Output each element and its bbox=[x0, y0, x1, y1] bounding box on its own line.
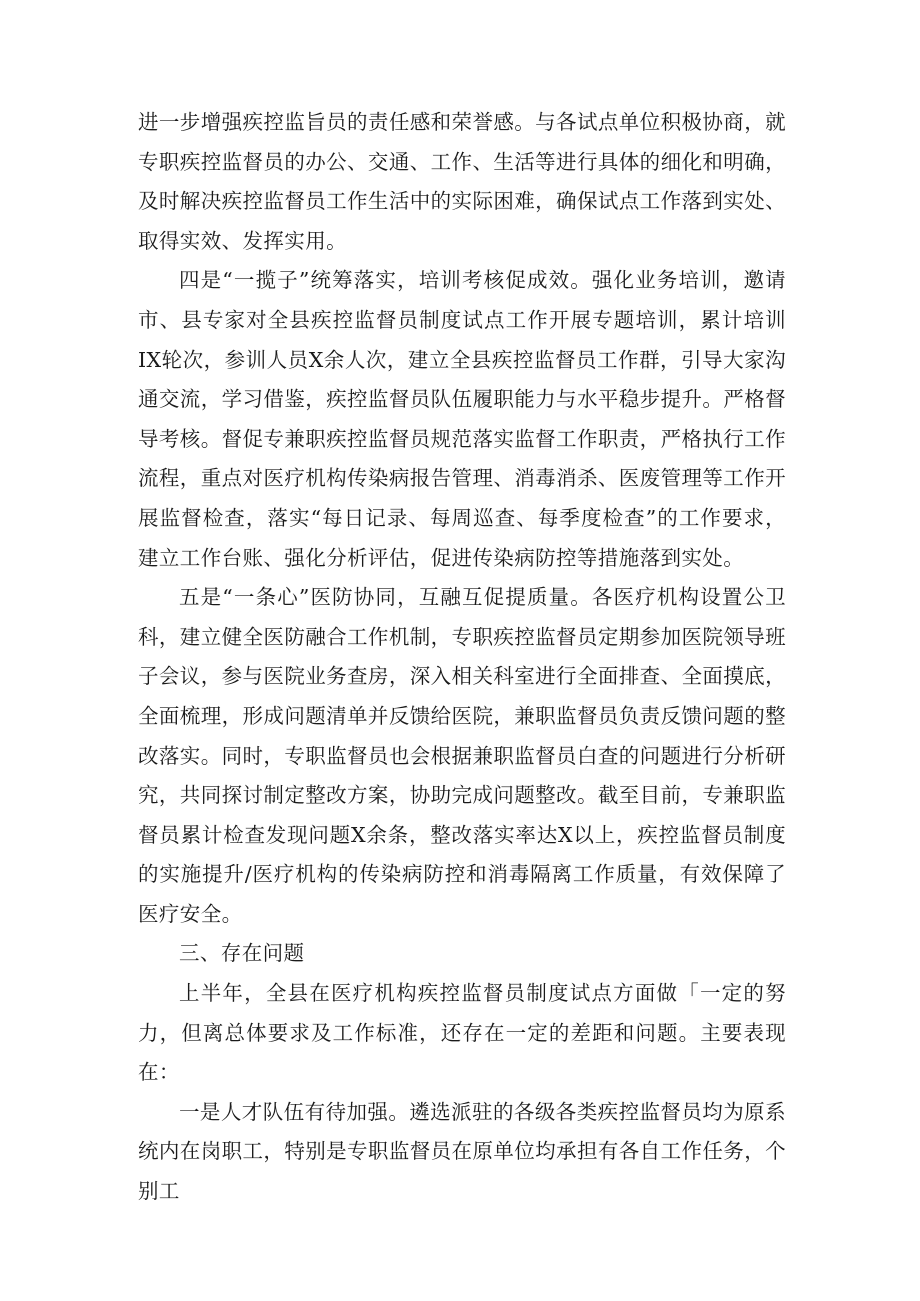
paragraph-continuation: 进一步增强疾控监旨员的责任感和荣誉感。与各试点单位积极协商，就专职疾控监督员的办公、交通、工作、生活等进行具体的细化和明确，及时解决疾控监督员工作生活中的实际困难，确保试点工作落到实处、取得实效、发挥实用。 bbox=[138, 110, 786, 253]
paragraph-medical-prevention: 五是“一条心”医防协同，互融互促提质量。各医疗机构设置公卫科，建立健全医防融合工作机制，专职疾控监督员定期参加医院领导班子会议，参与医院业务查房，深入相关科室进行全面排查、全面摸底，全面梳理，形成问题清单并反馈给医院，兼职监督员负责反馈问题的整改落实。同时，专职监督员也会根据兼职监督员白查的问题进行分析研究，共同探讨制定整改方案，协助完成问题整改。截至目前，专兼职监督员累计检查发现问题X余条，整改落实率达X以上，疾控监督员制度的实施提升/医疗机构的传染病防控和消毒隔离工作质量，有效保障了医疗安全。 bbox=[138, 585, 786, 926]
section-heading-problems: 三、存在问题 bbox=[179, 941, 305, 966]
document-body bbox=[138, 103, 786, 1212]
paragraph-problems-summary: 上半年，全县在医疗机构疾控监督员制度试点方面做「一定的努力，但离总体要求及工作标准，还存在一定的差距和问题。主要表现在： bbox=[138, 981, 786, 1085]
paragraph-talent-team: 一是人才队伍有待加强。遴选派驻的各级各类疾控监督员均为原系统内在岗职工，特别是专职监督员在原单位均承担有各自工作任务，个别工 bbox=[138, 1099, 786, 1204]
paragraph-training-assessment: 四是“一揽子”统筹落实，培训考核促成效。强化业务培训，邀请市、县专家对全县疾控监督员制度试点工作开展专题培训，累计培训IX轮次，参训人员X余人次，建立全县疾控监督员工作群，引导大家沟通交流，学习借鉴，疾控监督员队伍履职能力与水平稳步提升。严格督导考核。督促专兼职疾控监督员规范落实监督工作职责，严格执行工作流程，重点对医疗机构传染病报告管理、消毒消杀、医废管理等工作开展监督检查，落实“每日记录、每周巡查、每季度检查”的工作要求，建立工作台账、强化分析评估，促进传染病防控等措施落到实处。 bbox=[138, 268, 786, 570]
